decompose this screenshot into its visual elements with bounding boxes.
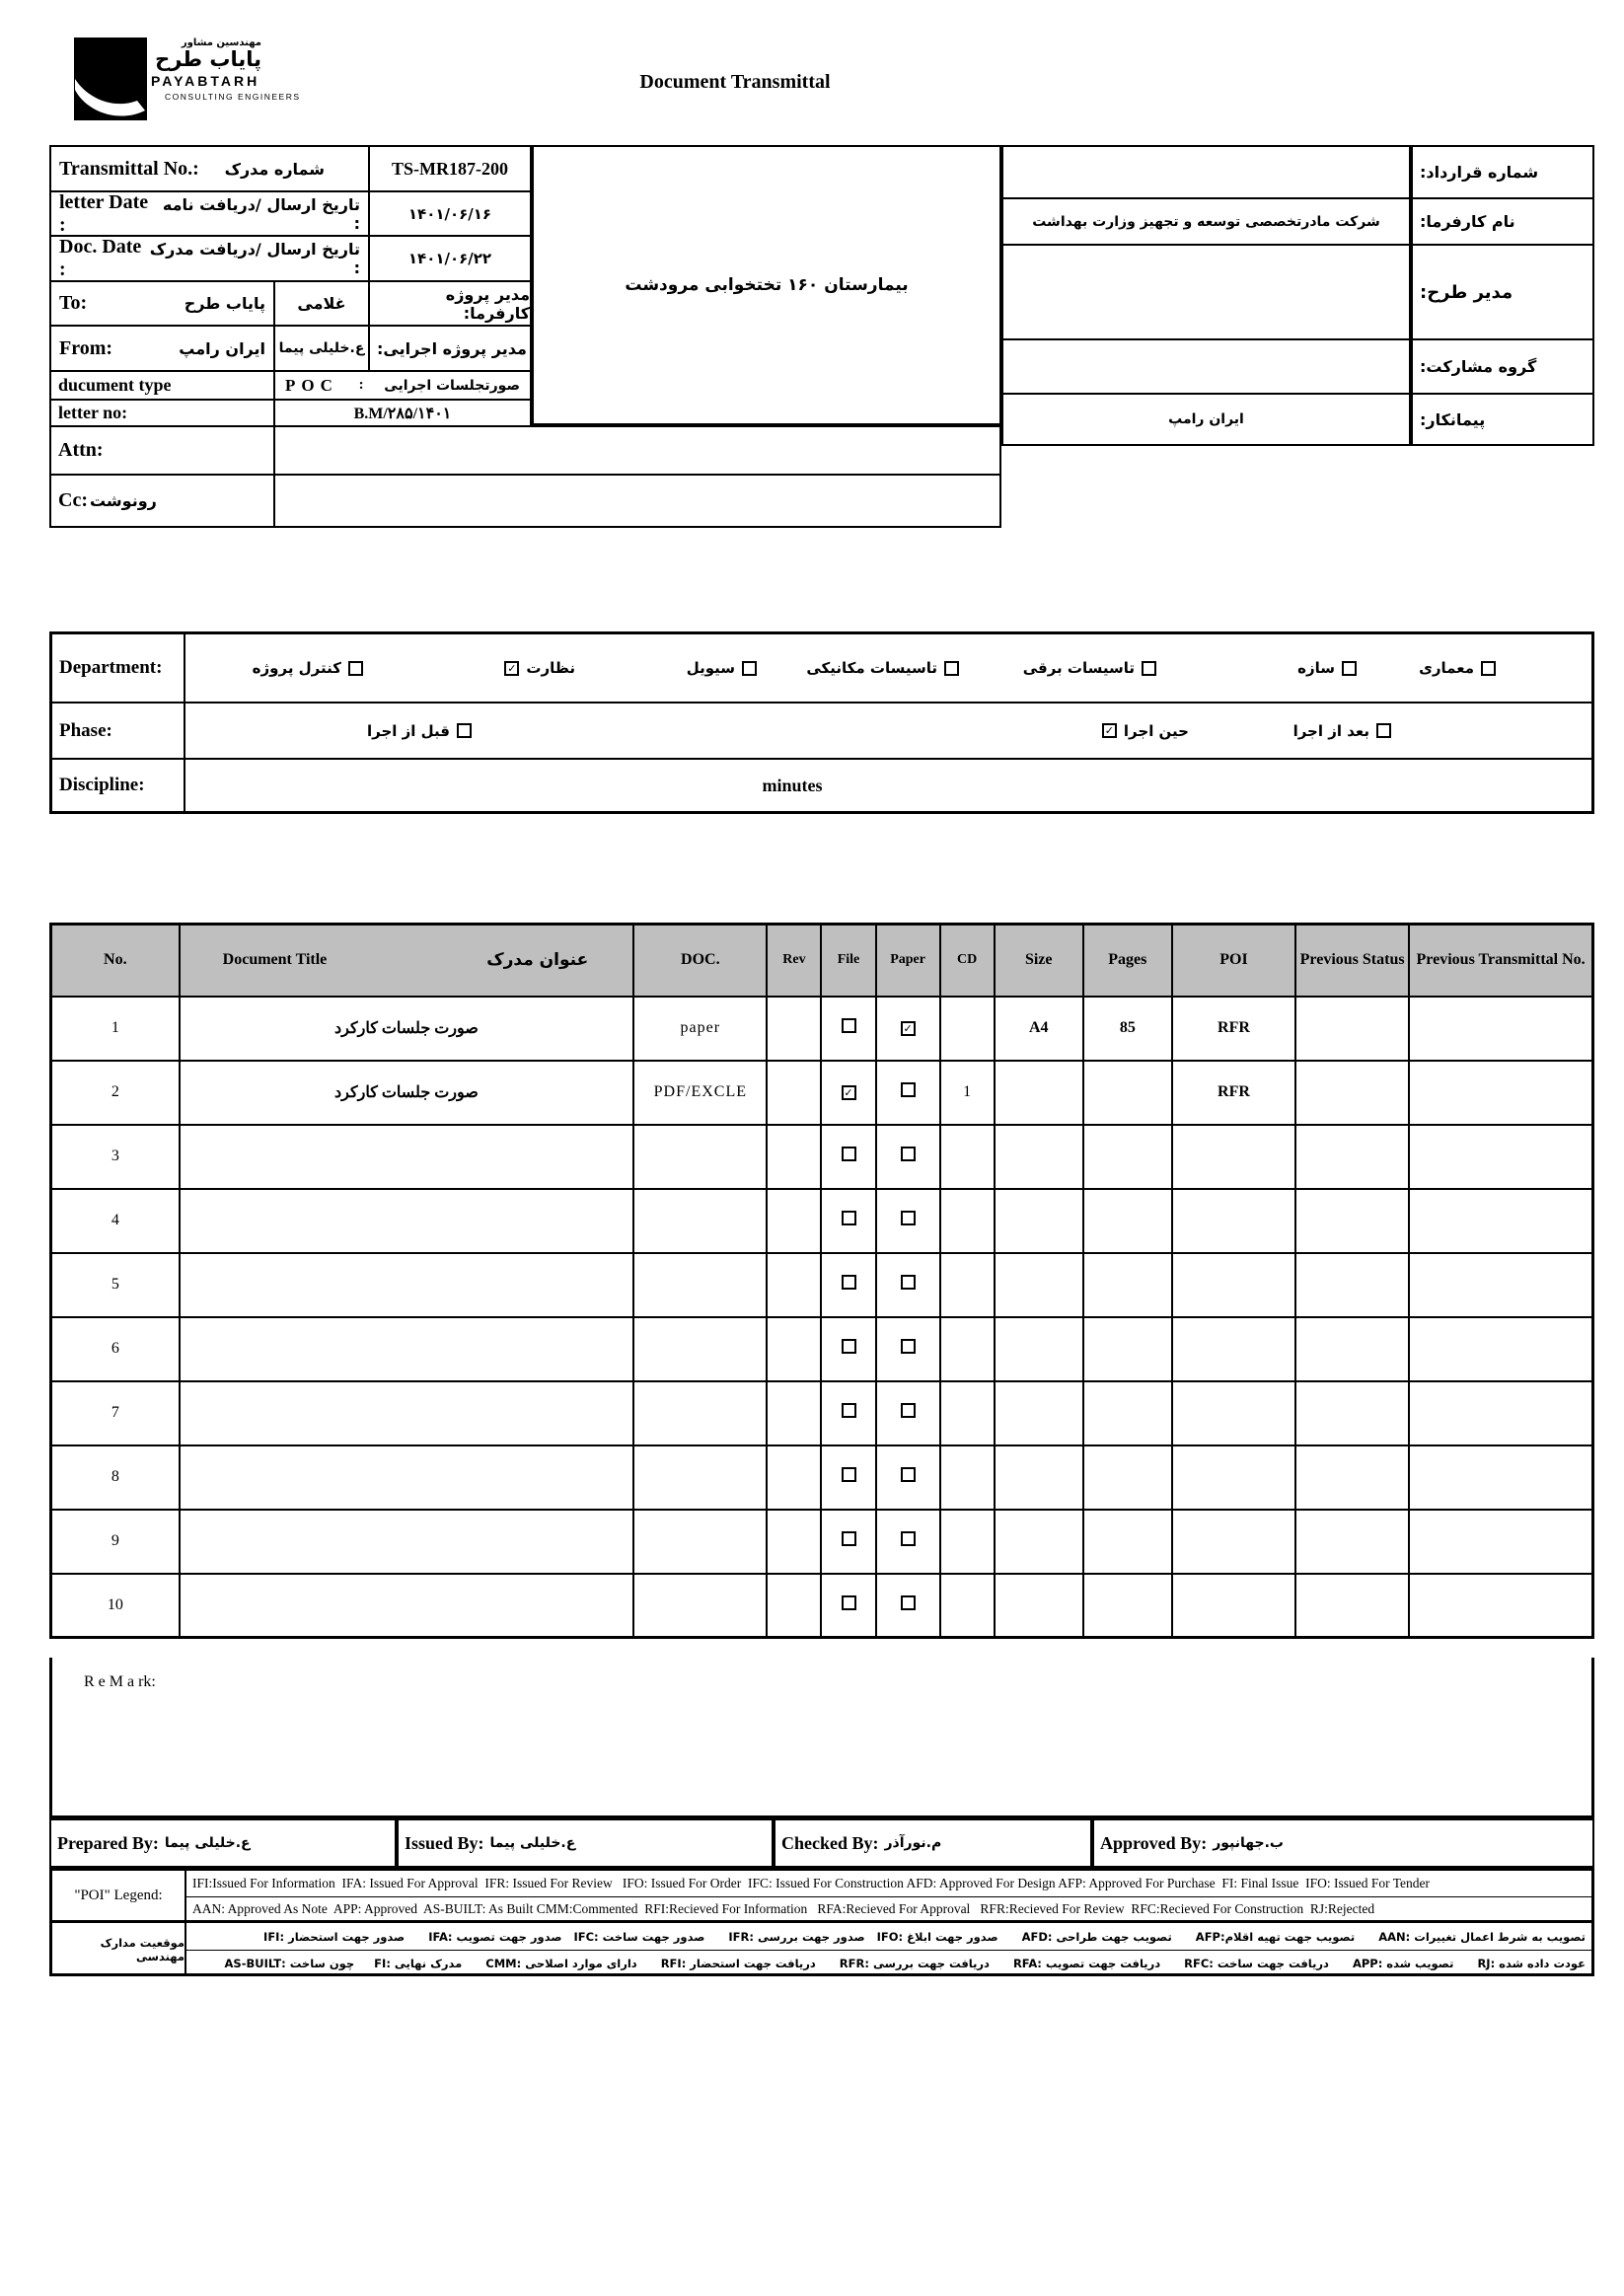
- letter-no-label-cell: [49, 399, 275, 427]
- cell-poi: RFR: [1172, 1061, 1295, 1125]
- discipline-value: minutes: [762, 775, 823, 795]
- paper-checkbox[interactable]: [901, 1082, 916, 1097]
- doc-table-header-row: [51, 925, 1593, 997]
- cc-label-cell: [49, 474, 275, 528]
- partnership-label: گروه مشارکت:: [1420, 357, 1537, 376]
- phase-option-checkbox[interactable]: [1376, 723, 1391, 738]
- cell-size: [995, 1253, 1083, 1317]
- phase-option: [367, 722, 472, 740]
- department-option: [1419, 659, 1496, 677]
- letter-no-value: B.M/۲۸۵/۱۴۰۱: [353, 405, 452, 422]
- paper-checkbox[interactable]: [901, 1211, 916, 1225]
- paper-checkbox[interactable]: [901, 1275, 916, 1290]
- cell-prev-status: [1295, 1125, 1409, 1189]
- partnership-label-cell: [1411, 338, 1594, 395]
- cell-rev: [767, 1317, 821, 1381]
- cell-pages: [1083, 1510, 1172, 1574]
- cell-pages: [1083, 1317, 1172, 1381]
- doc-table-row: [51, 1510, 1593, 1574]
- contract-no-value-cell: [1001, 145, 1411, 199]
- signature-row: [49, 1818, 1594, 1868]
- cell-doc: [633, 1125, 767, 1189]
- contractor-value-cell: [1001, 393, 1411, 446]
- header-size: Size: [995, 925, 1083, 997]
- cell-doc: paper: [633, 997, 767, 1061]
- transmittal-no-value-cell: [368, 145, 532, 192]
- discipline-label: Discipline:: [52, 760, 185, 811]
- client-pm-name: غلامی: [297, 294, 346, 313]
- cell-poi: [1172, 1317, 1295, 1381]
- department-phase-table: [49, 631, 1594, 814]
- letter-date-label-en: letter Date :: [59, 190, 149, 236]
- cell-pages: [1083, 1061, 1172, 1125]
- project-name: بیمارستان ۱۶۰ تختخوابی مرودشت: [625, 275, 909, 295]
- cell-file: [821, 1317, 875, 1381]
- cell-pages: [1083, 1574, 1172, 1638]
- doc-table-row: [51, 1445, 1593, 1510]
- cell-doc: PDF/EXCLE: [633, 1061, 767, 1125]
- poi-legend-line4: عودت داده شده :RJ تصویب شده :APP دریافت جهت ساخت :RFC دریافت جهت تصویب :RFA دریافت جهت بررسی :RFR دریافت جهت استحضار :RFI دارای موارد اصلاحی :CMM مدرک نهایی :FI چون ساخت :AS-BUILT: [224, 1957, 1586, 1970]
- cell-prev-status: [1295, 1510, 1409, 1574]
- phase-option-checkbox[interactable]: [457, 723, 472, 738]
- cell-no: 9: [51, 1510, 180, 1574]
- cell-no: 3: [51, 1125, 180, 1189]
- cell-no: 2: [51, 1061, 180, 1125]
- cell-rev: [767, 1445, 821, 1510]
- doc-date-label-fa: تاریخ ارسال /دریافت مدرک :: [149, 240, 360, 277]
- cell-paper: [876, 1381, 940, 1445]
- transmittal-no-label-cell: [49, 145, 370, 192]
- transmittal-no-label-en: Transmittal No.:: [59, 157, 199, 180]
- header-rev: Rev: [767, 925, 821, 997]
- cell-title: [180, 1253, 634, 1317]
- brand-fa-name: پایاب طرح: [155, 47, 261, 71]
- doc-type-value-cell: [273, 370, 532, 401]
- header-previous-status: Previous Status: [1295, 925, 1409, 997]
- paper-checkbox[interactable]: [901, 1467, 916, 1482]
- cell-file: [821, 1445, 875, 1510]
- from-cell: [49, 325, 275, 372]
- cell-file: [821, 1125, 875, 1189]
- poi-legend-line2: AAN: Approved As Note APP: Approved AS-BUILT: As Built CMM:Commented RFI:Recieved For Information RFA:Recieved For Approval RFR:Recieved For Review RFC:Recieved For Construction RJ:Rejected: [186, 1897, 1591, 1923]
- exec-pm-label-cell: [368, 325, 532, 372]
- header-title: [180, 925, 634, 997]
- cell-pages: [1083, 1253, 1172, 1317]
- cell-title: [180, 1510, 634, 1574]
- cell-poi: RFR: [1172, 997, 1295, 1061]
- remark-label: R e M a rk:: [84, 1673, 156, 1690]
- cell-poi: [1172, 1125, 1295, 1189]
- doc-date-value: ۱۴۰۱/۰۶/۲۲: [407, 250, 492, 267]
- cell-cd: [940, 1189, 995, 1253]
- approved-by-cell: [1092, 1818, 1594, 1868]
- cell-pages: 85: [1083, 997, 1172, 1061]
- cell-prev-transmittal: [1409, 1381, 1592, 1445]
- department-option-checkbox[interactable]: [1481, 661, 1496, 676]
- cc-value-cell: [273, 474, 1001, 528]
- cell-no: 7: [51, 1381, 180, 1445]
- cell-no: 4: [51, 1189, 180, 1253]
- cell-prev-status: [1295, 1189, 1409, 1253]
- cell-prev-transmittal: [1409, 997, 1592, 1061]
- doc-type-label: ducument type: [58, 375, 172, 395]
- cell-poi: [1172, 1189, 1295, 1253]
- checked-by-cell: [774, 1818, 1092, 1868]
- cell-paper: [876, 997, 940, 1061]
- cell-doc: [633, 1189, 767, 1253]
- doc-status-fa-label: موقعیت مدارک مهندسی: [52, 1923, 186, 1976]
- department-option-label: کنترل پروژه: [252, 659, 341, 677]
- prepared-by-value: ع.خلیلی پیما: [164, 1835, 251, 1851]
- brand-en-subtitle: CONSULTING ENGINEERS: [165, 92, 301, 103]
- department-label: Department:: [52, 634, 185, 702]
- department-option-checkbox[interactable]: ✓: [504, 661, 519, 676]
- doc-type-value: POC: [285, 375, 338, 395]
- cell-no: 5: [51, 1253, 180, 1317]
- contractor-value: ایران رامپ: [1168, 411, 1244, 427]
- cell-no: 1: [51, 997, 180, 1061]
- cell-rev: [767, 1061, 821, 1125]
- cell-rev: [767, 997, 821, 1061]
- prepared-by-cell: [49, 1818, 397, 1868]
- phase-option: [1102, 722, 1189, 740]
- to-value: پایاب طرح: [184, 294, 265, 313]
- doc-date-label-en: Doc. Date :: [59, 236, 142, 280]
- cell-cd: [940, 1253, 995, 1317]
- phase-options: [185, 704, 1591, 758]
- letter-no-value-cell: [273, 399, 532, 427]
- cell-cd: 1: [940, 1061, 995, 1125]
- phase-option-checkbox[interactable]: ✓: [1102, 723, 1117, 738]
- header-paper: Paper: [876, 925, 940, 997]
- remark-box: [49, 1658, 1594, 1818]
- issued-by-label: Issued By:: [405, 1832, 484, 1853]
- header-title-fa: عنوان مدرک: [486, 950, 589, 971]
- header-pages: Pages: [1083, 925, 1172, 997]
- client-pm-label-cell: [368, 280, 532, 327]
- poi-legend-line1: IFI:Issued For Information IFA: Issued For Approval IFR: Issued For Review IFO: Issued For Order IFC: Issued For Construction AFD: Approved For Design AFP: Approved For Purchase FI: Final Issue IFO: Issued For Tender: [186, 1871, 1591, 1897]
- doc-table-row: [51, 1125, 1593, 1189]
- poi-legend-table: [49, 1868, 1594, 1976]
- paper-checkbox[interactable]: [901, 1147, 916, 1161]
- cell-file: [821, 1061, 875, 1125]
- department-option: [253, 659, 363, 677]
- cell-doc: [633, 1381, 767, 1445]
- header-file: File: [821, 925, 875, 997]
- department-option-label: نظارت: [526, 659, 575, 677]
- cell-doc: [633, 1574, 767, 1638]
- cell-size: [995, 1061, 1083, 1125]
- contract-no-label: شماره قرارداد:: [1420, 163, 1539, 182]
- cell-prev-transmittal: [1409, 1189, 1592, 1253]
- cell-prev-status: [1295, 997, 1409, 1061]
- cell-pages: [1083, 1189, 1172, 1253]
- checked-by-label: Checked By:: [781, 1832, 879, 1853]
- phase-label: Phase:: [52, 704, 185, 758]
- letter-date-label-fa: تاریخ ارسال /دریافت نامه :: [162, 194, 360, 233]
- approved-by-label: Approved By:: [1100, 1832, 1208, 1853]
- exec-pm-name-cell: [273, 325, 370, 372]
- file-checkbox[interactable]: [842, 1467, 856, 1482]
- phase-option-label: حین اجرا: [1123, 721, 1189, 740]
- department-options: [185, 634, 1591, 702]
- paper-checkbox[interactable]: [901, 1339, 916, 1354]
- poi-legend-label: "POI" Legend:: [52, 1871, 186, 1923]
- cell-size: [995, 1510, 1083, 1574]
- cell-prev-transmittal: [1409, 1317, 1592, 1381]
- cell-title: [180, 1317, 634, 1381]
- cell-pages: [1083, 1381, 1172, 1445]
- doc-table-row: [51, 1253, 1593, 1317]
- department-option-checkbox[interactable]: [1342, 661, 1357, 676]
- department-option-checkbox[interactable]: [1142, 661, 1156, 676]
- cell-prev-status: [1295, 1445, 1409, 1510]
- cell-paper: [876, 1189, 940, 1253]
- department-option: [687, 659, 757, 677]
- cell-paper: [876, 1574, 940, 1638]
- cell-paper: [876, 1253, 940, 1317]
- phase-option-label: بعد از اجرا: [1292, 721, 1369, 740]
- brand-fa-tagline: مهندسین مشاور: [181, 37, 261, 48]
- cell-prev-transmittal: [1409, 1061, 1592, 1125]
- cell-title: [180, 1445, 634, 1510]
- doc-table-row: [51, 1061, 1593, 1125]
- cell-rev: [767, 1125, 821, 1189]
- header-doc: DOC.: [633, 925, 767, 997]
- exec-pm-label: مدیر پروژه اجرایی:: [377, 338, 527, 358]
- from-label: From:: [59, 336, 113, 359]
- doc-type-label-cell: [49, 370, 275, 401]
- checked-by-value: م.نورآذر: [884, 1835, 942, 1851]
- cell-prev-transmittal: [1409, 1253, 1592, 1317]
- exec-pm-name: ع.خلیلی پیما: [278, 340, 365, 356]
- cell-prev-status: [1295, 1061, 1409, 1125]
- header-cd: CD: [940, 925, 995, 997]
- cell-rev: [767, 1381, 821, 1445]
- cell-paper: [876, 1510, 940, 1574]
- department-option-checkbox[interactable]: [742, 661, 757, 676]
- attn-label-cell: [49, 425, 275, 476]
- paper-checkbox[interactable]: [901, 1531, 916, 1546]
- cell-doc: [633, 1253, 767, 1317]
- cell-title: [180, 1125, 634, 1189]
- cell-no: 6: [51, 1317, 180, 1381]
- header-poi: POI: [1172, 925, 1295, 997]
- header-previous-transmittal: Previous Transmittal No.: [1409, 925, 1592, 997]
- client-pm-name-cell: [273, 280, 370, 327]
- document-table: [49, 923, 1594, 1639]
- cell-title: صورت جلسات کارکرد: [180, 1061, 634, 1125]
- doc-type-fa: صورتجلسات اجرایی: [384, 377, 520, 394]
- discipline-row: [52, 760, 1591, 811]
- doc-table-row: [51, 1574, 1593, 1638]
- cell-title: صورت جلسات کارکرد: [180, 997, 634, 1061]
- cell-poi: [1172, 1574, 1295, 1638]
- file-checkbox[interactable]: [842, 1403, 856, 1418]
- cell-paper: [876, 1125, 940, 1189]
- cell-no: 10: [51, 1574, 180, 1638]
- department-option: [504, 659, 575, 677]
- department-option-checkbox[interactable]: [348, 661, 363, 676]
- cell-prev-transmittal: [1409, 1125, 1592, 1189]
- contract-no-label-cell: [1411, 145, 1594, 199]
- approved-by-value: ب.جهانپور: [1213, 1835, 1284, 1851]
- cell-prev-status: [1295, 1381, 1409, 1445]
- to-label: To:: [59, 292, 88, 314]
- cell-poi: [1172, 1381, 1295, 1445]
- file-checkbox[interactable]: [842, 1211, 856, 1225]
- cell-prev-transmittal: [1409, 1445, 1592, 1510]
- contractor-label: پیمانکار:: [1420, 409, 1486, 429]
- cell-cd: [940, 1510, 995, 1574]
- department-option-label: سازه: [1297, 659, 1335, 677]
- letter-date-label-cell: [49, 190, 370, 237]
- cell-file: [821, 997, 875, 1061]
- to-cell: [49, 280, 275, 327]
- paper-checkbox[interactable]: [901, 1595, 916, 1610]
- cell-file: [821, 1574, 875, 1638]
- department-option-checkbox[interactable]: [944, 661, 959, 676]
- client-name-label-cell: [1411, 197, 1594, 246]
- department-option-label: سیویل: [686, 659, 735, 677]
- department-option: [1023, 659, 1156, 677]
- cell-prev-transmittal: [1409, 1510, 1592, 1574]
- client-name-label: نام کارفرما:: [1420, 212, 1515, 231]
- cell-file: [821, 1510, 875, 1574]
- prepared-by-label: Prepared By:: [57, 1832, 159, 1853]
- letter-no-label: letter no:: [58, 403, 128, 422]
- plan-manager-label-cell: [1411, 244, 1594, 340]
- paper-checkbox[interactable]: ✓: [901, 1021, 916, 1036]
- project-name-cell: [532, 145, 1001, 425]
- from-value: ایران رامپ: [179, 338, 265, 358]
- cell-prev-transmittal: [1409, 1574, 1592, 1638]
- page-title: Document Transmittal: [639, 71, 831, 93]
- doc-table-row: [51, 1381, 1593, 1445]
- cell-cd: [940, 1381, 995, 1445]
- cell-rev: [767, 1574, 821, 1638]
- cell-paper: [876, 1061, 940, 1125]
- cell-rev: [767, 1510, 821, 1574]
- letter-date-value: ۱۴۰۱/۰۶/۱۶: [407, 204, 492, 223]
- file-checkbox[interactable]: [842, 1595, 856, 1610]
- cell-pages: [1083, 1445, 1172, 1510]
- cell-prev-status: [1295, 1574, 1409, 1638]
- letter-date-value-cell: [368, 190, 532, 237]
- department-option-label: تاسیسات برقی: [1022, 659, 1135, 677]
- cell-size: [995, 1574, 1083, 1638]
- cell-poi: [1172, 1253, 1295, 1317]
- department-row: [52, 634, 1591, 704]
- doc-table-row: [51, 997, 1593, 1061]
- cell-cd: [940, 997, 995, 1061]
- transmittal-no-value: TS-MR187-200: [392, 158, 508, 179]
- cell-cd: [940, 1317, 995, 1381]
- cell-size: [995, 1381, 1083, 1445]
- doc-table-row: [51, 1317, 1593, 1381]
- paper-checkbox[interactable]: [901, 1403, 916, 1418]
- department-option-label: تاسیسات مکانیکی: [806, 659, 937, 677]
- cell-title: [180, 1189, 634, 1253]
- cell-rev: [767, 1189, 821, 1253]
- cell-rev: [767, 1253, 821, 1317]
- client-name-value-cell: [1001, 197, 1411, 246]
- cell-pages: [1083, 1125, 1172, 1189]
- file-checkbox[interactable]: [842, 1147, 856, 1161]
- cell-title: [180, 1381, 634, 1445]
- cell-doc: [633, 1317, 767, 1381]
- header-no: No.: [51, 925, 180, 997]
- cc-label: Cc:: [58, 489, 88, 511]
- partnership-value-cell: [1001, 338, 1411, 395]
- issued-by-cell: [397, 1818, 774, 1868]
- phase-row: [52, 704, 1591, 760]
- file-checkbox[interactable]: [842, 1531, 856, 1546]
- doc-type-colon: :: [358, 377, 364, 393]
- department-option: [806, 659, 959, 677]
- cell-cd: [940, 1574, 995, 1638]
- cell-doc: [633, 1510, 767, 1574]
- file-checkbox[interactable]: [842, 1018, 856, 1033]
- cell-poi: [1172, 1510, 1295, 1574]
- poi-legend-line3: تصویب به شرط اعمال تغییرات :AAN تصویب جهت تهیه اقلام:AFP تصویب جهت طراحی :AFD صدور جهت ابلاغ :IFO صدور جهت بررسی :IFR صدور جهت ساخت :IFC صدور جهت تصویب :IFA صدور جهت استحضار :IFI: [186, 1923, 1591, 1951]
- department-option: [1297, 659, 1357, 677]
- brand-en-name: PAYABTARH: [151, 73, 260, 90]
- client-pm-label: مدیر پروژه کارفرما:: [445, 284, 530, 323]
- contractor-label-cell: [1411, 393, 1594, 446]
- cell-file: [821, 1381, 875, 1445]
- client-name-value: شرکت مادرتخصصی توسعه و تجهیز وزارت بهداشت: [1032, 213, 1380, 230]
- cell-prev-status: [1295, 1317, 1409, 1381]
- doc-date-label-cell: [49, 235, 370, 282]
- cell-file: [821, 1189, 875, 1253]
- transmittal-no-label-fa: شماره مدرک: [224, 159, 325, 179]
- cell-paper: [876, 1445, 940, 1510]
- phase-option: [1293, 722, 1391, 740]
- cell-title: [180, 1574, 634, 1638]
- department-option-label: معماری: [1419, 659, 1474, 677]
- cc-label-fa: رونوشت: [89, 491, 157, 510]
- issued-by-value: ع.خلیلی پیما: [489, 1835, 576, 1851]
- cell-cd: [940, 1125, 995, 1189]
- phase-option-label: قبل از اجرا: [367, 721, 450, 740]
- cell-no: 8: [51, 1445, 180, 1510]
- cell-paper: [876, 1317, 940, 1381]
- cell-size: [995, 1125, 1083, 1189]
- cell-poi: [1172, 1445, 1295, 1510]
- cell-size: [995, 1189, 1083, 1253]
- doc-table-row: [51, 1189, 1593, 1253]
- cell-size: A4: [995, 997, 1083, 1061]
- doc-table-body: [51, 997, 1593, 1638]
- plan-manager-label: مدیر طرح:: [1420, 281, 1513, 303]
- attn-label: Attn:: [58, 439, 104, 461]
- file-checkbox[interactable]: ✓: [842, 1085, 856, 1100]
- plan-manager-value-cell: [1001, 244, 1411, 340]
- doc-date-value-cell: [368, 235, 532, 282]
- cell-cd: [940, 1445, 995, 1510]
- file-checkbox[interactable]: [842, 1275, 856, 1290]
- cell-size: [995, 1317, 1083, 1381]
- file-checkbox[interactable]: [842, 1339, 856, 1354]
- attn-value-cell: [273, 425, 1001, 476]
- cell-file: [821, 1253, 875, 1317]
- cell-doc: [633, 1445, 767, 1510]
- cell-prev-status: [1295, 1253, 1409, 1317]
- cell-size: [995, 1445, 1083, 1510]
- header-title-en: Document Title: [222, 951, 328, 969]
